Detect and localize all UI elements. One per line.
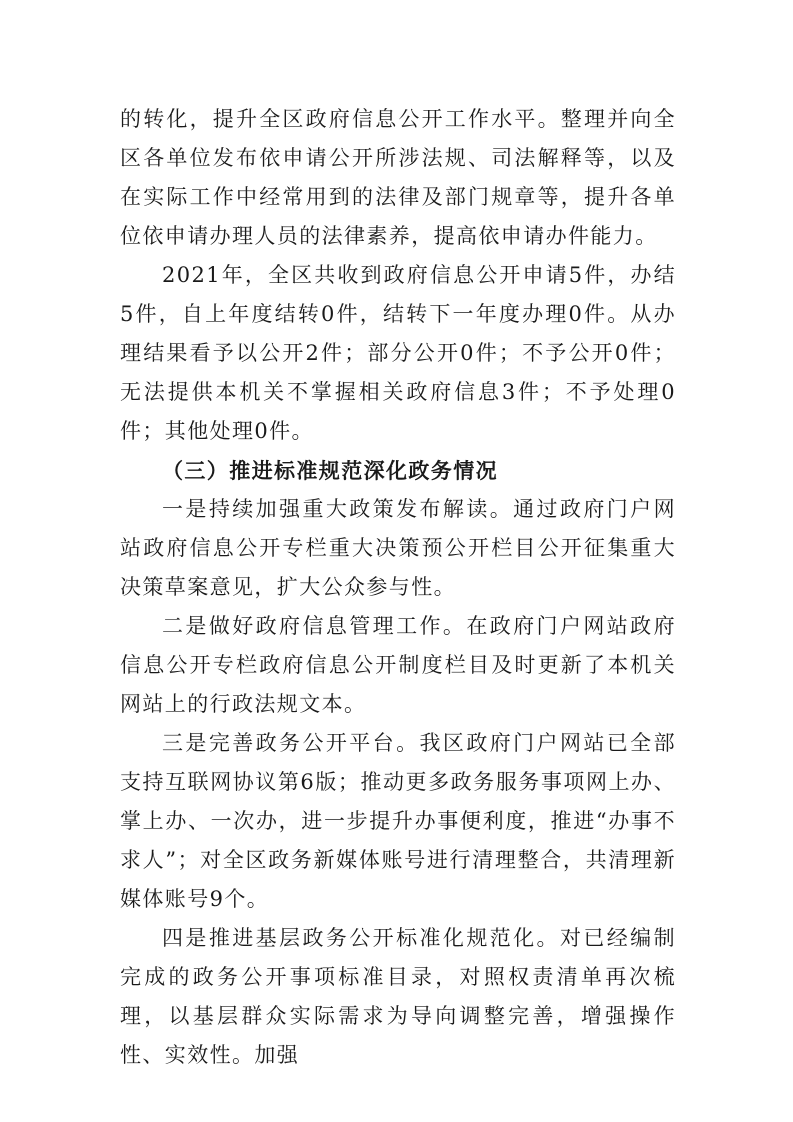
paragraph-item-3: 三是完善政务公开平台。我区政府门户网站已全部支持互联网协议第6版；推动更多政务服务事项网上办、掌上办、一次办，进一步提升办事便利度，推进“办事不求人”；对全区政务新媒体账号进行清理整合，共清理新媒体账号9个。: [120, 731, 676, 911]
paragraph-continued: 的转化，提升全区政府信息公开工作水平。整理并向全区各单位发布依申请公开所涉法规、司法解释等，以及在实际工作中经常用到的法律及部门规章等，提升各单位依申请办理人员的法律素养，提高依申请办件能力。: [120, 107, 676, 248]
document-body: [120, 100, 676, 1075]
paragraph-item-4: 四是推进基层政务公开标准化规范化。对已经编制完成的政务公开事项标准目录，对照权责清单再次梳理，以基层群众实际需求为导向调整完善，增强操作性、实效性。加强: [120, 926, 676, 1067]
paragraph-item-1: 一是持续加强重大政策发布解读。通过政府门户网站政府信息公开专栏重大决策预公开栏目公开征集重大决策草案意见，扩大公众参与性。: [120, 497, 676, 599]
paragraph-statistics: 2021年，全区共收到政府信息公开申请5件，办结5件，自上年度结转0件，结转下一年度办理0件。从办理结果看予以公开2件；部分公开0件；不予公开0件；无法提供本机关不掌握相关政府信息3件；不予处理0件；其他处理0件。: [120, 263, 676, 443]
section-heading: （三）推进标准规范深化政务情况: [162, 458, 498, 483]
paragraph-item-2: 二是做好政府信息管理工作。在政府门户网站政府信息公开专栏政府信息公开制度栏目及时更新了本机关网站上的行政法规文本。: [120, 614, 676, 716]
